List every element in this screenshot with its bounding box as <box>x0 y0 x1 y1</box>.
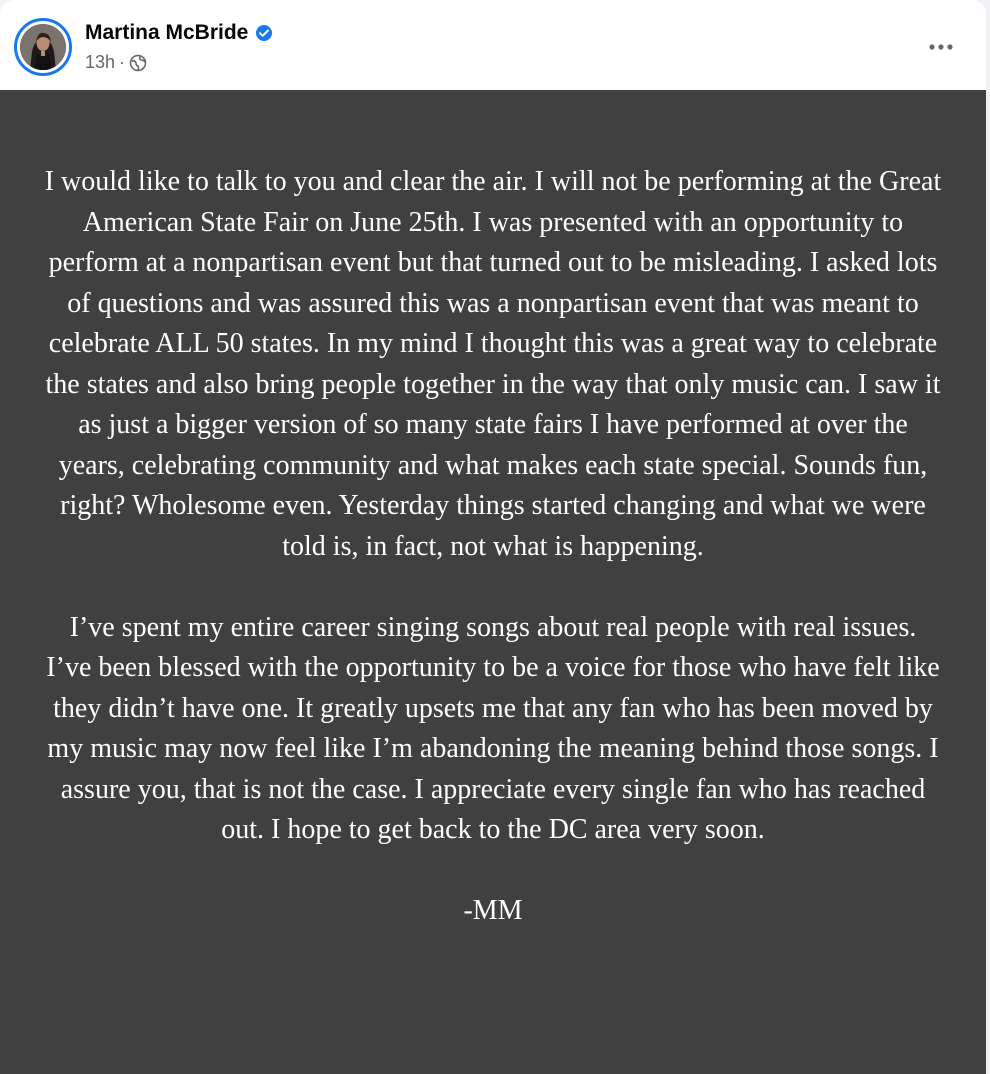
statement-paragraph-1: I would like to talk to you and clear the air. I will not be performing at the Great American State Fair on June 25th. I was presented with an opportunity to perform at a nonpartisan event but that turned out to be misleading. I asked lots of questions and was assured this was a nonpartisan event that was meant to celebrate ALL 50 states. In my mind I thought this was a great way to celebrate the states and also bring people together in the way that only music can. I saw it as just a bigger version of so many state fairs I have performed at over the years, celebrating community and what makes each state special. Sounds fun, right? Wholesome even. Yesterday things started changing and what we were told is, in fact, not what is happening. <box>44 166 942 562</box>
post-header <box>0 0 986 90</box>
globe-icon[interactable] <box>129 54 147 72</box>
author-name[interactable] <box>85 21 273 45</box>
profile-photo-icon <box>20 24 66 70</box>
statement-paragraph-2: I’ve spent my entire career singing songs about real people with real issues. I’ve been blessed with the opportunity to be a voice for those who have felt like they didn’t have one. It greatly upsets me that any fan who has been moved by my music may now feel like I’m abandoning the meaning behind those songs. I assure you, that is not the case. I appreciate every single fan who has reached out. I hope to get back to the DC area very soon. <box>46 611 940 845</box>
post-image[interactable] <box>0 90 986 1074</box>
meta-separator: · <box>119 52 126 72</box>
avatar[interactable] <box>14 18 72 76</box>
more-horizontal-icon <box>928 43 954 51</box>
post-meta <box>85 52 147 73</box>
author-name-text[interactable]: Martina McBride <box>85 21 249 44</box>
statement-text <box>44 162 942 932</box>
more-options-button[interactable] <box>926 32 956 62</box>
statement-signature: -MM <box>463 895 523 926</box>
avatar-photo <box>20 24 66 70</box>
post-timestamp[interactable]: 13h <box>85 52 116 72</box>
verified-badge-icon <box>255 24 273 42</box>
